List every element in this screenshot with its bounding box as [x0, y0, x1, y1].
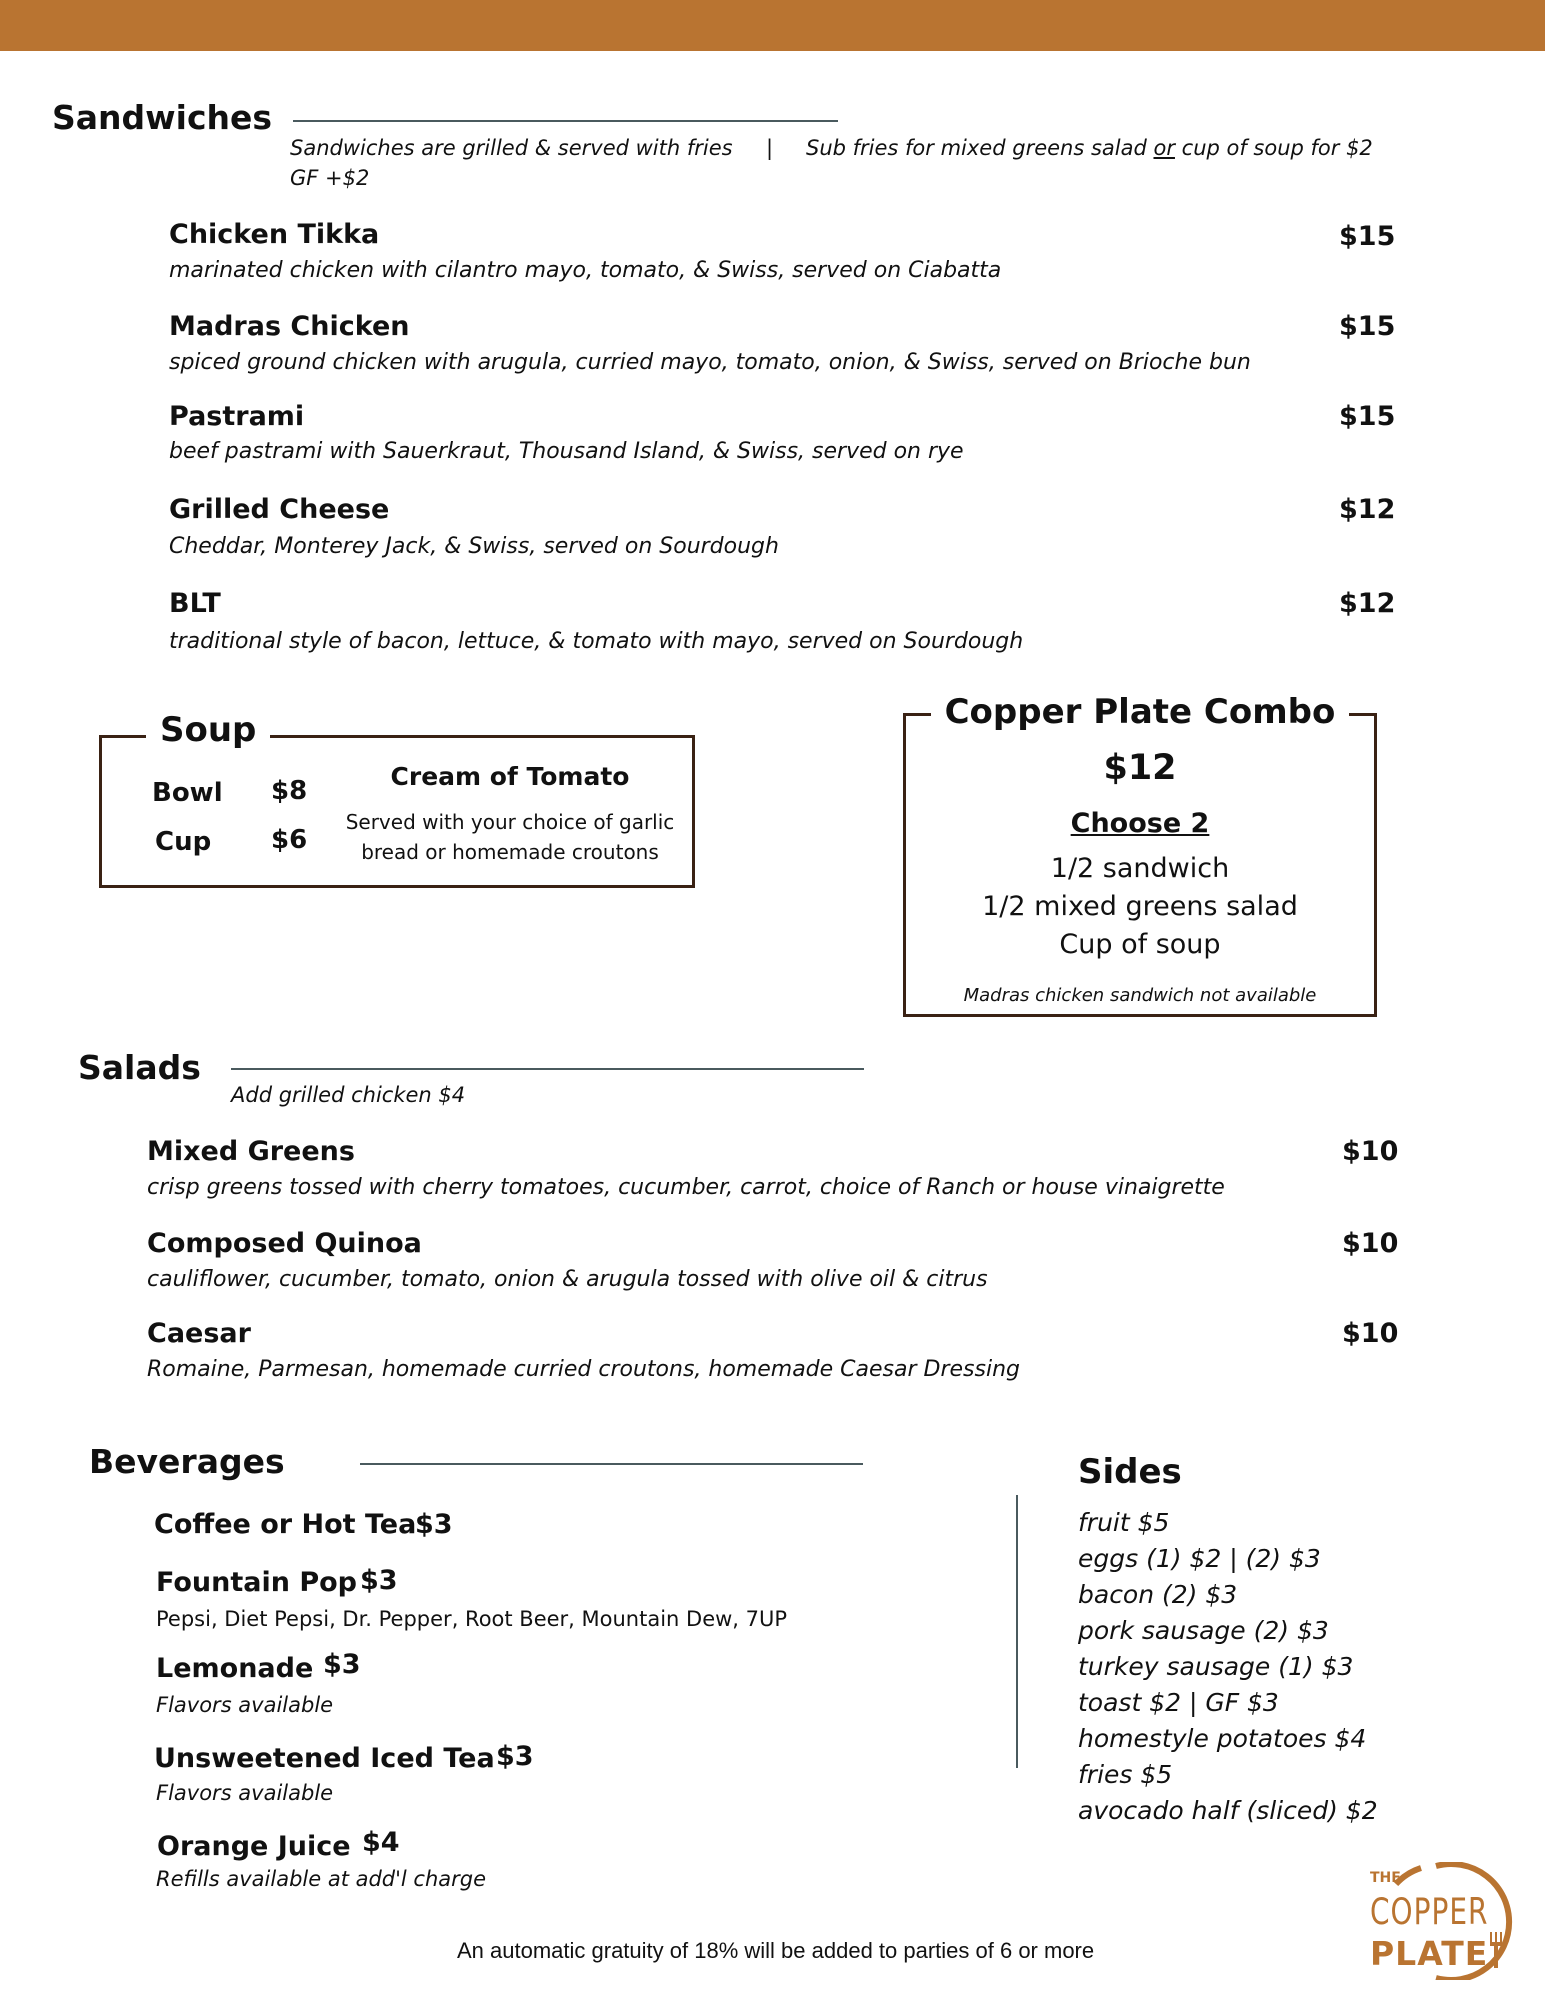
soup-desc-line1: Served with your choice of garlic [345, 810, 675, 834]
menu-item-name: Caesar [147, 1318, 251, 1349]
menu-item-desc: traditional style of bacon, lettuce, & tomato with mayo, served on Sourdough [169, 629, 1024, 654]
sandwiches-note-fries: Sandwiches are grilled & served with fries [290, 136, 733, 160]
side-item: turkey sausage (1) $3 [1078, 1652, 1354, 1681]
soup-name: Cream of Tomato [390, 762, 630, 791]
beverage-desc: Flavors available [156, 1693, 334, 1717]
menu-item-desc: crisp greens tossed with cherry tomatoes, cucumber, carrot, choice of Ranch or house vinaigrette [147, 1175, 1225, 1200]
menu-item-name: Chicken Tikka [169, 219, 380, 250]
salads-note: Add grilled chicken $4 [231, 1083, 466, 1107]
beverage-price: $3 [496, 1741, 534, 1772]
fork-icon [1488, 1932, 1504, 1968]
side-item: pork sausage (2) $3 [1078, 1616, 1329, 1645]
soup-heading: Soup [146, 710, 270, 750]
sandwiches-note-sub-or: or [1153, 136, 1175, 160]
logo-line2: COPPER [1370, 1890, 1489, 1933]
combo-title: Copper Plate Combo [931, 692, 1350, 732]
combo-option: 1/2 sandwich [1050, 853, 1230, 884]
combo-title-wrap [903, 692, 1377, 732]
beverages-heading: Beverages [89, 1442, 285, 1481]
side-item: fruit $5 [1078, 1508, 1170, 1537]
menu-item-desc: cauliflower, cucumber, tomato, onion & arugula tossed with olive oil & citrus [147, 1267, 988, 1292]
combo-option: Cup of soup [1059, 929, 1221, 960]
menu-item-desc: Cheddar, Monterey Jack, & Swiss, served on Sourdough [169, 534, 779, 559]
logo-line3: PLATE [1370, 1934, 1489, 1973]
menu-item-desc: beef pastrami with Sauerkraut, Thousand Island, & Swiss, served on rye [169, 439, 964, 464]
sandwiches-rule [293, 120, 838, 122]
combo-price: $12 [1103, 748, 1177, 788]
sandwiches-note-sub-post: cup of soup for $2 [1174, 136, 1373, 160]
beverage-price: $3 [415, 1509, 453, 1540]
side-item: eggs (1) $2 | (2) $3 [1078, 1544, 1321, 1573]
beverage-desc: Flavors available [156, 1781, 334, 1805]
combo-choose: Choose 2 [1070, 808, 1210, 839]
menu-item-price: $12 [1339, 588, 1396, 619]
menu-item-desc: spiced ground chicken with arugula, curried mayo, tomato, onion, & Swiss, served on Brioche bun [169, 350, 1251, 375]
menu-item-name: Pastrami [169, 401, 305, 432]
soup-cup-price: $6 [271, 825, 308, 855]
menu-item-price: $10 [1342, 1228, 1399, 1259]
beverages-rule [360, 1463, 863, 1465]
sides-divider [1016, 1495, 1018, 1768]
soup-bowl-label: Bowl [152, 778, 223, 808]
sandwiches-note-sub-pre: Sub fries for mixed greens salad [806, 136, 1154, 160]
beverage-name: Orange Juice [157, 1831, 351, 1862]
menu-item-price: $15 [1339, 401, 1396, 432]
salads-rule [231, 1068, 864, 1070]
menu-item-name: Mixed Greens [147, 1136, 355, 1167]
menu-item-desc: Romaine, Parmesan, homemade curried croutons, homemade Caesar Dressing [147, 1357, 1020, 1382]
soup-desc-line2: bread or homemade croutons [361, 840, 659, 864]
menu-item-price: $12 [1339, 494, 1396, 525]
sandwiches-note-gf: GF +$2 [290, 166, 370, 190]
menu-item-price: $15 [1339, 311, 1396, 342]
beverage-name: Lemonade [156, 1653, 314, 1684]
salads-heading: Salads [78, 1048, 201, 1087]
logo-line1: THE [1370, 1870, 1401, 1886]
side-item: avocado half (sliced) $2 [1078, 1796, 1378, 1825]
beverage-desc: Refills available at add'l charge [156, 1867, 487, 1891]
menu-item-desc: marinated chicken with cilantro mayo, tomato, & Swiss, served on Ciabatta [169, 258, 1002, 283]
header-accent-bar [0, 0, 1545, 51]
soup-bowl-price: $8 [271, 776, 308, 806]
combo-note: Madras chicken sandwich not available [963, 985, 1317, 1006]
beverage-name: Coffee or Hot Tea [154, 1509, 417, 1540]
menu-item-name: Grilled Cheese [169, 494, 390, 525]
sandwiches-note-sub [806, 136, 1373, 160]
gratuity-note: An automatic gratuity of 18% will be added to parties of 6 or more [457, 1938, 1095, 1963]
sandwiches-heading: Sandwiches [52, 98, 273, 137]
beverage-desc: Pepsi, Diet Pepsi, Dr. Pepper, Root Beer, Mountain Dew, 7UP [156, 1607, 788, 1631]
menu-item-price: $15 [1339, 221, 1396, 252]
menu-item-name: Madras Chicken [169, 311, 410, 342]
soup-cup-label: Cup [155, 827, 212, 857]
side-item: toast $2 | GF $3 [1078, 1688, 1279, 1717]
copper-plate-logo [1366, 1862, 1518, 1980]
side-item: bacon (2) $3 [1078, 1580, 1238, 1609]
side-item: homestyle potatoes $4 [1078, 1724, 1367, 1753]
combo-option: 1/2 mixed greens salad [982, 891, 1298, 922]
menu-item-price: $10 [1342, 1318, 1399, 1349]
menu-item-price: $10 [1342, 1136, 1399, 1167]
sandwiches-note-separator: | [766, 136, 774, 160]
beverage-name: Fountain Pop [156, 1567, 358, 1598]
beverage-name: Unsweetened Iced Tea [154, 1743, 495, 1774]
menu-item-name: BLT [169, 588, 221, 619]
beverage-price: $4 [362, 1827, 400, 1858]
menu-item-name: Composed Quinoa [147, 1228, 422, 1259]
side-item: fries $5 [1078, 1760, 1173, 1789]
beverage-price: $3 [360, 1565, 398, 1596]
beverage-price: $3 [323, 1649, 361, 1680]
sides-heading: Sides [1078, 1452, 1182, 1492]
